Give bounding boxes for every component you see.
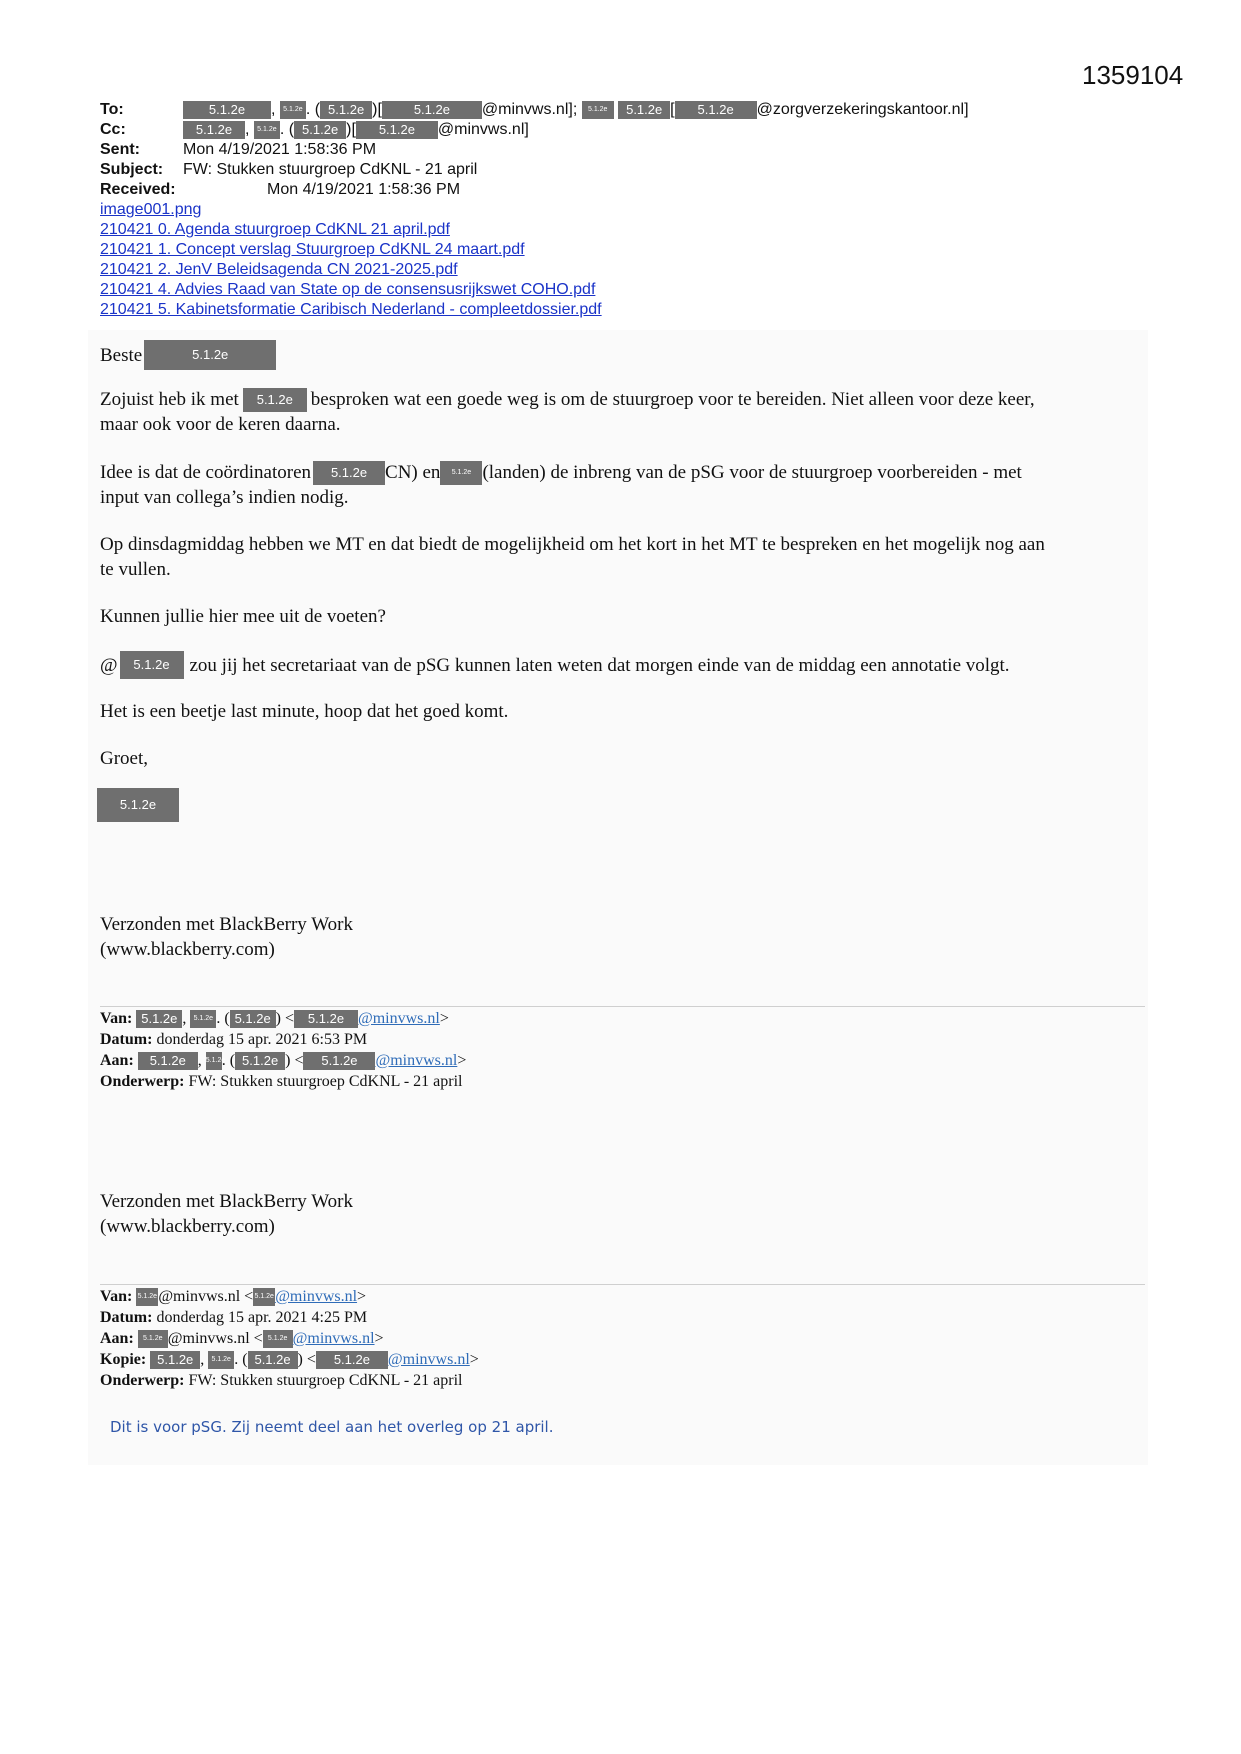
redaction-box: 5.1.2e — [136, 1288, 158, 1306]
attachment-link[interactable]: 210421 5. Kabinetsformatie Caribisch Nederland - compleetdossier.pdf — [100, 301, 602, 318]
kopie-row: Kopie: 5.1.2e , 5.1.2e . ( 5.1.2e ) < 5.1.2e @minvws.nl > — [100, 1351, 479, 1368]
to-row: To: 5.1.2e , 5.1.2e . ( 5.1.2e )[ 5.1.2e @minvws.nl]; 5.1.2e 5.1.2e [ 5.1.2e @zorgverzekeringskantoor.nl] — [100, 101, 969, 118]
datum-value: donderdag 15 apr. 2021 6:53 PM — [156, 1031, 368, 1048]
paragraph-4: Kunnen jullie hier mee uit de voeten? — [100, 606, 386, 627]
aan-label: Aan: — [100, 1052, 134, 1069]
redaction-box: 5.1.2e — [243, 388, 307, 412]
redaction-box: 5.1.2e — [97, 788, 179, 822]
aan-plain: @minvws.nl < — [167, 1330, 263, 1347]
redaction-box: 5.1.2e — [138, 1330, 168, 1348]
redaction-box: 5.1.2e — [208, 1351, 234, 1369]
forward-note: Dit is voor pSG. Zij neemt deel aan het overleg op 21 april. — [110, 1418, 554, 1436]
onderwerp-row — [100, 1370, 1145, 1391]
van-email-link[interactable]: @minvws.nl — [358, 1010, 440, 1027]
to-domain-1: @minvws.nl]; — [481, 101, 578, 118]
sent-value: Mon 4/19/2021 1:58:36 PM — [183, 141, 377, 158]
to-domain-2: @zorgverzekeringskantoor.nl] — [756, 101, 969, 118]
van-email-link[interactable]: @minvws.nl — [275, 1288, 358, 1305]
redaction-box: 5.1.2e — [248, 1351, 298, 1369]
subject-value: FW: Stukken stuurgroep CdKNL - 21 april — [183, 161, 478, 178]
paragraph-6: Het is een beetje last minute, hoop dat het goed komt. — [100, 701, 509, 722]
subject-label: Subject: — [100, 161, 164, 178]
document-number: 1359104 — [1082, 60, 1184, 90]
attachment-link[interactable]: 210421 0. Agenda stuurgroep CdKNL 21 april.pdf — [100, 221, 450, 238]
onderwerp-value: FW: Stukken stuurgroep CdKNL - 21 april — [188, 1073, 463, 1090]
redaction-box: 5.1.2e — [263, 1330, 293, 1348]
signature-line: (www.blackberry.com) — [100, 1216, 275, 1237]
redaction-box: 5.1.2e — [138, 1052, 198, 1070]
received-row — [100, 180, 1160, 200]
aan-label: Aan: — [100, 1330, 134, 1347]
kopie-email-link[interactable]: @minvws.nl — [387, 1351, 470, 1368]
paragraph-3 — [100, 532, 1140, 582]
p1-text: maar ook voor de keren daarna. — [100, 414, 341, 435]
onderwerp-label: Onderwerp: — [100, 1372, 185, 1389]
p5-text: zou jij het secretariaat van de pSG kunnen laten weten dat morgen einde van de middag een annotatie volgt. — [189, 654, 1010, 676]
van-label: Van: — [100, 1010, 133, 1027]
redaction-box: 5.1.2e — [144, 340, 276, 370]
p2-text: (landen) de inbreng van de pSG voor de stuurgroep voorbereiden - met — [482, 462, 1022, 483]
kopie-label: Kopie: — [100, 1351, 147, 1368]
van-label: Van: — [100, 1288, 133, 1305]
paragraph-1 — [100, 387, 1140, 437]
redaction-box: 5.1.2e — [382, 101, 482, 119]
onderwerp-row — [100, 1071, 1145, 1092]
redaction-box: 5.1.2e — [675, 101, 757, 119]
attachment-link[interactable]: 210421 1. Concept verslag Stuurgroep CdKNL 24 maart.pdf — [100, 241, 525, 258]
redaction-box: 5.1.2e — [183, 101, 271, 119]
cc-row: Cc: 5.1.2e , 5.1.2e . ( 5.1.2e )[ 5.1.2e @minvws.nl] — [100, 121, 529, 138]
received-label: Received: — [100, 181, 176, 198]
p2-text: input van collega’s indien nodig. — [100, 487, 349, 508]
redaction-box: 5.1.2e — [280, 101, 306, 119]
redaction-box: 5.1.2e — [294, 121, 346, 139]
received-value: Mon 4/19/2021 1:58:36 PM — [267, 181, 461, 198]
signature-redaction — [97, 788, 179, 822]
datum-row — [100, 1029, 1145, 1050]
redaction-box: 5.1.2e — [235, 1052, 285, 1070]
to-label: To: — [100, 101, 124, 118]
redaction-box: 5.1.2e — [120, 651, 184, 679]
p2-text: CN) en — [385, 462, 441, 483]
onderwerp-value: FW: Stukken stuurgroep CdKNL - 21 april — [188, 1372, 463, 1389]
signature-line: Verzonden met BlackBerry Work — [100, 914, 353, 935]
redaction-box: 5.1.2e — [230, 1010, 276, 1028]
datum-row — [100, 1307, 1145, 1328]
aan-row: Aan: 5.1.2e @minvws.nl < 5.1.2e @minvws.nl > — [100, 1330, 384, 1347]
p5-text: @ — [100, 654, 118, 676]
cc-domain: @minvws.nl] — [437, 121, 529, 138]
redaction-box: 5.1.2e — [294, 1010, 358, 1028]
greeting — [100, 340, 1140, 370]
aan-email-link[interactable]: @minvws.nl — [292, 1330, 375, 1347]
cc-label: Cc: — [100, 121, 126, 138]
p1-text: Zojuist heb ik met — [100, 389, 239, 410]
closing: Groet, — [100, 748, 149, 769]
paragraph-2 — [100, 460, 1140, 510]
redaction-box: 5.1.2e — [183, 121, 245, 139]
forward-header-1 — [100, 1008, 1145, 1092]
redaction-box: 5.1.2e — [320, 101, 372, 119]
separator-line — [100, 1284, 1145, 1285]
sent-label: Sent: — [100, 141, 140, 158]
attachment-link[interactable]: image001.png — [100, 201, 202, 218]
p3-text: te vullen. — [100, 559, 171, 580]
redaction-box: 5.1.2e — [254, 121, 280, 139]
greeting-text: Beste — [100, 344, 143, 366]
redaction-box: 5.1.2e — [303, 1052, 375, 1070]
paragraph-5 — [100, 651, 1140, 679]
redaction-box: 5.1.2e — [253, 1288, 275, 1306]
redaction-box: 5.1.2e — [582, 101, 614, 119]
datum-value: donderdag 15 apr. 2021 4:25 PM — [156, 1309, 368, 1326]
redaction-box: 5.1.2e — [190, 1010, 216, 1028]
separator-line — [100, 1006, 1145, 1007]
signature-line: Verzonden met BlackBerry Work — [100, 1191, 353, 1212]
attachment-link[interactable]: 210421 2. JenV Beleidsagenda CN 2021-2025.pdf — [100, 261, 458, 278]
aan-row: Aan: 5.1.2e , 5.1.2e . ( 5.1.2e ) < 5.1.2e @minvws.nl > — [100, 1052, 467, 1069]
datum-label: Datum: — [100, 1031, 153, 1048]
redaction-box: 5.1.2e — [150, 1351, 200, 1369]
redaction-box: 5.1.2e — [440, 461, 482, 485]
van-row: Van: 5.1.2e @minvws.nl < 5.1.2e @minvws.nl > — [100, 1288, 367, 1305]
datum-label: Datum: — [100, 1309, 153, 1326]
redaction-box: 5.1.2e — [136, 1010, 182, 1028]
onderwerp-label: Onderwerp: — [100, 1073, 185, 1090]
p1-text: besproken wat een goede weg is om de stuurgroep voor te bereiden. Niet alleen voor deze keer, — [310, 389, 1035, 410]
sent-row — [100, 140, 1160, 160]
redaction-box: 5.1.2e — [356, 121, 438, 139]
van-plain: @minvws.nl < — [158, 1288, 254, 1305]
redaction-box: 5.1.2e — [206, 1052, 222, 1070]
p2-text: Idee is dat de coördinatoren — [100, 462, 312, 483]
email-header — [100, 100, 1160, 320]
p3-text: Op dinsdagmiddag hebben we MT en dat biedt de mogelijkheid om het kort in het MT te bespreken en het mogelijk nog aan — [100, 534, 1045, 555]
blackberry-signature-2 — [100, 1189, 1140, 1239]
redaction-box: 5.1.2e — [618, 101, 670, 119]
van-row: Van: 5.1.2e , 5.1.2e . ( 5.1.2e ) < 5.1.2e @minvws.nl > — [100, 1010, 449, 1027]
signature-line: (www.blackberry.com) — [100, 939, 275, 960]
redaction-box: 5.1.2e — [313, 461, 385, 485]
forward-header-2 — [100, 1286, 1145, 1391]
attachment-list — [100, 200, 1160, 320]
subject-row — [100, 160, 1160, 180]
redaction-box: 5.1.2e — [316, 1351, 388, 1369]
attachment-link[interactable]: 210421 4. Advies Raad van State op de consensusrijkswet COHO.pdf — [100, 281, 596, 298]
aan-email-link[interactable]: @minvws.nl — [375, 1052, 458, 1069]
blackberry-signature — [100, 912, 1140, 962]
